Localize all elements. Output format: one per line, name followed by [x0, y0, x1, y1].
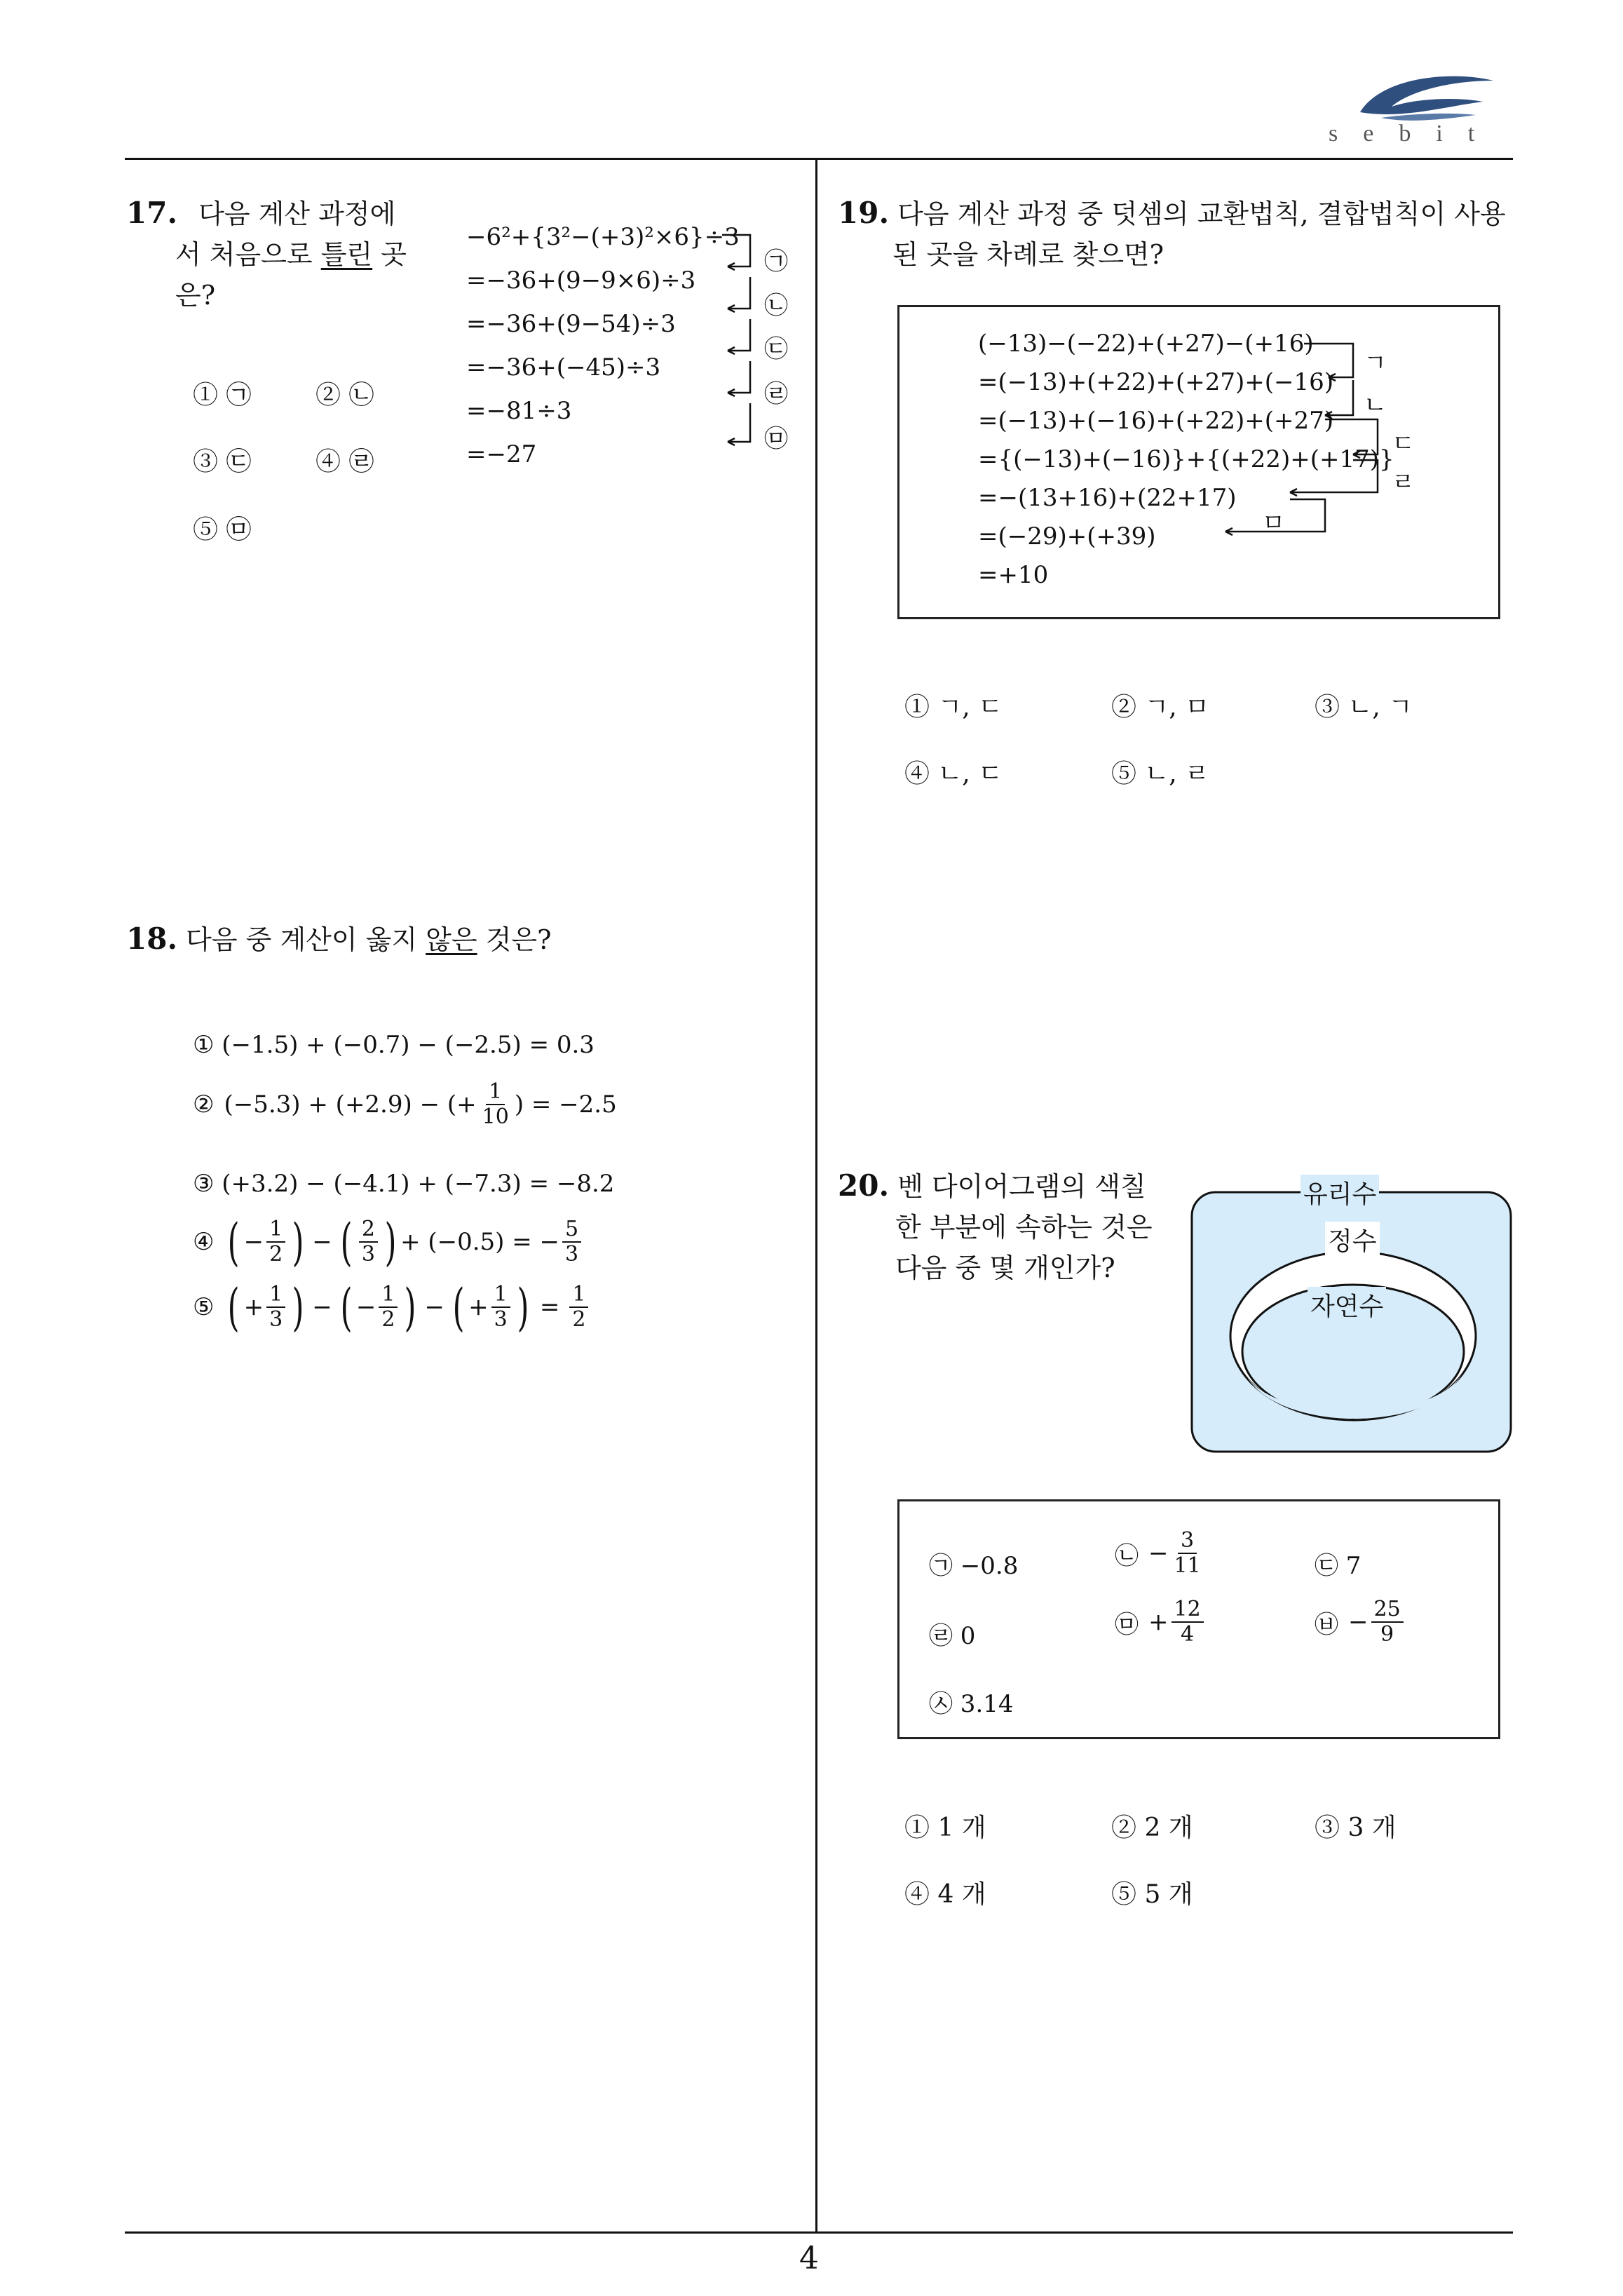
q20-e-frac: $\frac{12}{4}$: [1172, 1598, 1204, 1647]
logo-text: sebit: [1329, 121, 1500, 147]
q18-o5-frac4: $\frac{1}{2}$: [569, 1283, 588, 1332]
q18-o4-frac1: $\frac{1}{2}$: [266, 1217, 285, 1267]
q20-text-line3: 다음 중 몇 개인가?: [895, 1252, 1115, 1283]
q17-step: =−27: [466, 440, 537, 468]
q20-question: [838, 1166, 1174, 1288]
q17-text-line1: 다음 계산 과정에: [198, 198, 396, 229]
q17-step: =−81÷3: [466, 397, 572, 425]
q18-o5-op1: −: [312, 1293, 332, 1321]
q18-o4-frac2: $\frac{2}{3}$: [359, 1217, 378, 1267]
q18-number: 18.: [126, 921, 178, 956]
q18-o5-sign3: +: [468, 1293, 489, 1321]
q19-text-line2: 된 곳을 차례로 찾으면?: [892, 239, 1164, 270]
column-divider: [815, 158, 817, 2234]
q17-number: 17.: [126, 196, 178, 230]
q18-o4-sign: −: [243, 1228, 264, 1256]
q19-label: ㄴ: [1364, 391, 1387, 419]
q19-text-line1: 다음 계산 과정 중 덧셈의 교환법칙, 결합법칙이 사용: [897, 198, 1506, 229]
q19-option-1[interactable]: ① ㄱ, ㄷ: [904, 693, 1003, 722]
q20-text-line2: 한 부분에 속하는 것은: [895, 1212, 1153, 1243]
q18-option-2[interactable]: [193, 1080, 617, 1129]
q19-label: ㄹ: [1392, 468, 1415, 497]
q18-o5-frac1: $\frac{1}{3}$: [266, 1283, 285, 1332]
q17-step: =−36+(9−9×6)÷3: [466, 266, 696, 295]
q18-underlined: 않은: [426, 924, 477, 955]
q19-option-3[interactable]: ③ ㄴ, ㄱ: [1315, 693, 1413, 722]
q20-item-a: ㉠ −0.8: [929, 1552, 1019, 1580]
q17-option-1[interactable]: ① ㉠: [193, 381, 252, 410]
header-rule: [125, 158, 1513, 160]
q19-question: [838, 193, 1511, 275]
q19-option-5[interactable]: ⑤ ㄴ, ㄹ: [1111, 759, 1209, 788]
q18-option-4[interactable]: ④ ( − $\frac{1}{2}$ ) − ( $\frac{2}{3}$ ) + (−0.5) = − $\frac{5}{3}$: [193, 1217, 584, 1267]
q20-number: 20.: [838, 1168, 890, 1203]
q17-text-line3: 은?: [175, 280, 216, 311]
footer-rule: [125, 2231, 1513, 2234]
q17-underlined: 틀린: [320, 239, 373, 270]
q18-o5-mark: ⑤: [193, 1293, 215, 1321]
q18-text-after: 것은?: [485, 924, 552, 955]
q17-label: ㉣: [764, 380, 788, 408]
q19-step: (−13)−(−22)+(+27)−(+16): [978, 330, 1314, 358]
q18-o5-sign1: +: [243, 1293, 264, 1321]
venn-label-integer: 정수: [1325, 1222, 1380, 1257]
q18-option-1[interactable]: ① (−1.5) + (−0.7) − (−2.5) = 0.3: [193, 1031, 595, 1059]
q20-item-d: ㉣ 0: [929, 1622, 976, 1650]
q17-step: −6²+{3²−(+3)²×6}÷3: [466, 223, 740, 251]
q18-o4-b: + (−0.5) = −: [400, 1228, 560, 1256]
q19-option-2[interactable]: ② ㄱ, ㅁ: [1111, 693, 1209, 722]
q20-text-line1: 벤 다이어그램의 색칠: [897, 1171, 1146, 1202]
q19-step: =(−29)+(+39): [978, 522, 1156, 551]
q17-step: =−36+(−45)÷3: [466, 353, 661, 381]
q17-step-arrows: [722, 224, 757, 456]
q18-o4-mark: ④: [193, 1228, 215, 1256]
q17-option-4[interactable]: ④ ㉣: [315, 447, 374, 476]
q19-step: =(−13)+(−16)+(+22)+(+27): [978, 407, 1334, 435]
q17-label: ㉤: [764, 425, 788, 453]
q20-item-c: ㉢ 7: [1315, 1552, 1361, 1580]
q18-o2-mark: ②: [193, 1090, 215, 1119]
q17-option-5[interactable]: ⑤ ㉤: [193, 515, 252, 544]
q17-label: ㉡: [764, 292, 788, 320]
q19-label: ㄷ: [1392, 430, 1415, 458]
q17-step: =−36+(9−54)÷3: [466, 310, 676, 338]
q17-option-2[interactable]: ② ㉡: [315, 381, 374, 410]
q20-option-4[interactable]: ④ 4 개: [904, 1880, 986, 1909]
q18-o5-sign2: −: [355, 1293, 376, 1321]
q18-o2-frac: $\frac{1}{10}$: [482, 1079, 509, 1129]
q19-step: =(−13)+(+22)+(+27)+(−16): [978, 368, 1334, 396]
q19-label: ㅁ: [1262, 509, 1285, 537]
q17-text-line2: 서 처음으로: [175, 239, 313, 270]
q18-option-3[interactable]: ③ (+3.2) − (−4.1) + (−7.3) = −8.2: [193, 1170, 615, 1198]
q19-step: ={(−13)+(−16)}+{(+22)+(+17)}: [978, 445, 1394, 473]
q18-text-before: 다음 중 계산이 옳지: [186, 924, 418, 955]
q20-item-b: ㉡ − $\frac{3}{11}$: [1115, 1529, 1207, 1578]
q20-f-frac: $\frac{25}{9}$: [1371, 1598, 1404, 1647]
q17-block: [126, 193, 449, 316]
q17-option-3[interactable]: ③ ㉢: [193, 447, 252, 476]
page-number: 4: [799, 2241, 819, 2276]
q19-step: =+10: [978, 561, 1049, 589]
q19-label: ㄱ: [1364, 349, 1387, 377]
q18-o4-op: −: [312, 1228, 332, 1256]
q18-o2-a: (−5.3) + (+2.9) − (+: [224, 1090, 477, 1119]
q17-label: ㉢: [764, 335, 788, 363]
q20-option-2[interactable]: ② 2 개: [1111, 1814, 1193, 1842]
q18-o2-b: ) = −2.5: [514, 1090, 617, 1119]
q20-option-3[interactable]: ③ 3 개: [1315, 1814, 1397, 1842]
venn-label-rational: 유리수: [1301, 1175, 1379, 1210]
q17-label: ㉠: [764, 248, 788, 276]
q18-o5-op2: −: [424, 1293, 445, 1321]
q18-o5-frac2: $\frac{1}{2}$: [379, 1283, 398, 1332]
q18-o5-frac3: $\frac{1}{3}$: [491, 1283, 510, 1332]
q20-option-1[interactable]: ① 1 개: [904, 1814, 986, 1842]
q19-step: =−(13+16)+(22+17): [978, 484, 1237, 512]
q20-item-f: ㉥ − $\frac{25}{9}$: [1315, 1598, 1406, 1647]
q19-number: 19.: [838, 196, 890, 230]
q20-item-g: ㉦ 3.14: [929, 1690, 1014, 1718]
q18-o4-frac3: $\frac{5}{3}$: [562, 1217, 581, 1267]
venn-label-natural: 자연수: [1308, 1287, 1386, 1323]
q20-option-5[interactable]: ⑤ 5 개: [1111, 1880, 1193, 1909]
q18-option-5[interactable]: ⑤ ( + $\frac{1}{3}$ ) − ( − $\frac{1}{2}$ ) − ( + $\frac{1}{3}$ ) = $\frac{1}{2}$: [193, 1282, 591, 1332]
q19-option-4[interactable]: ④ ㄴ, ㄷ: [904, 759, 1003, 788]
q20-item-e: ㉤ + $\frac{12}{4}$: [1115, 1598, 1207, 1647]
q20-b-frac: $\frac{3}{11}$: [1174, 1528, 1201, 1578]
q18-question: [126, 919, 551, 960]
q18-o5-eq: =: [539, 1293, 560, 1321]
q17-text-tail: 곳: [381, 239, 407, 270]
